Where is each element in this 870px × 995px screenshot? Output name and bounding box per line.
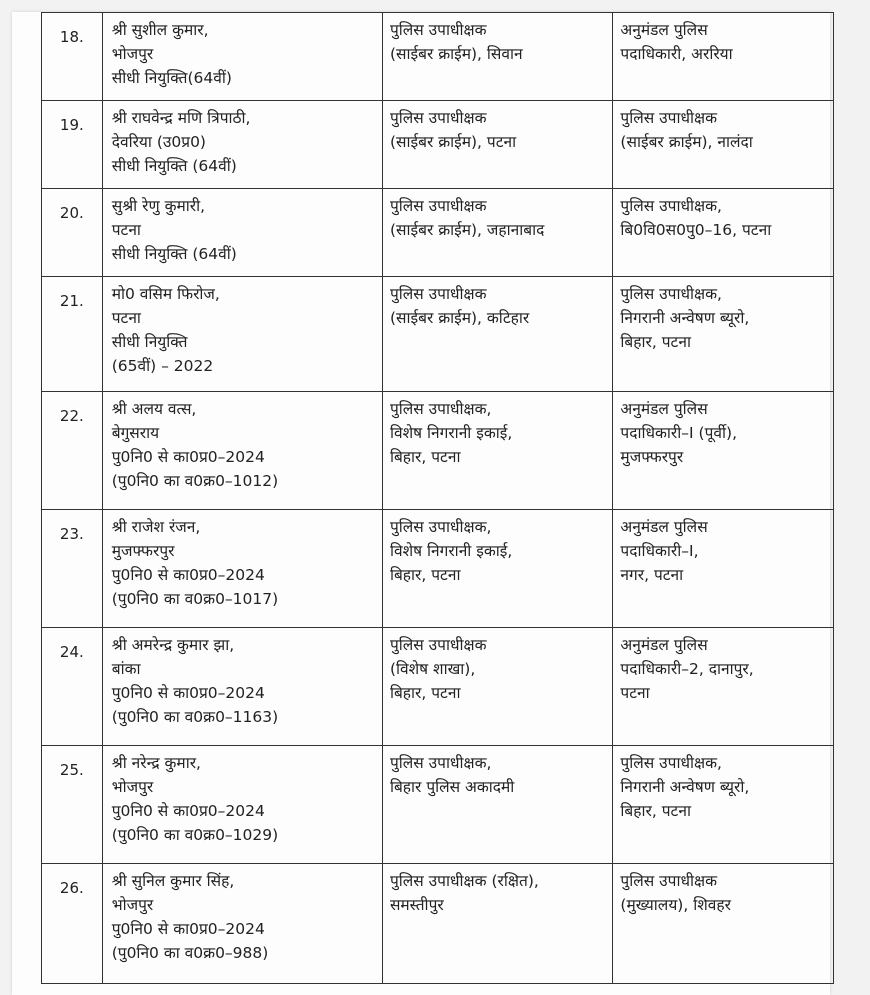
new-posting-line: पुलिस उपाधीक्षक,: [620, 754, 722, 772]
officer-detail-line: श्री राजेश रंजन,: [111, 518, 201, 536]
officer-detail-line: श्री सुनिल कुमार सिंह,: [111, 872, 235, 890]
current-posting-line: (साईबर क्राईम), कटिहार: [389, 309, 530, 327]
current-posting-cell: [382, 864, 612, 984]
new-posting-cell: [613, 510, 834, 628]
serial-number: 19.: [42, 101, 103, 189]
officer-name-cell: [102, 864, 382, 984]
current-posting-cell: [382, 13, 612, 101]
officer-detail-line: सुश्री रेणु कुमारी,: [111, 197, 206, 215]
serial-number: 23.: [42, 510, 103, 628]
new-posting-line: पदाधिकारी–I,: [620, 542, 699, 560]
current-posting-line: पुलिस उपाधीक्षक: [389, 285, 487, 303]
current-posting-line: पुलिस उपाधीक्षक: [389, 109, 487, 127]
new-posting-line: पुलिस उपाधीक्षक: [620, 872, 718, 890]
officer-detail-line: मुजफ्फरपुर: [111, 542, 175, 560]
officer-detail-line: श्री अलय वत्स,: [111, 400, 197, 418]
officer-detail-line: सीधी नियुक्ति (64वीं): [111, 245, 237, 263]
serial-number: 21.: [42, 277, 103, 392]
new-posting-cell: [613, 101, 834, 189]
table-row: [42, 392, 834, 510]
new-posting-line: पटना: [620, 684, 650, 702]
serial-number: 20.: [42, 189, 103, 277]
table-row: [42, 189, 834, 277]
current-posting-line: पुलिस उपाधीक्षक,: [389, 518, 492, 536]
current-posting-cell: [382, 392, 612, 510]
current-posting-cell: [382, 277, 612, 392]
new-posting-line: (मुख्यालय), शिवहर: [620, 896, 731, 914]
table-row: [42, 101, 834, 189]
serial-number: 24.: [42, 628, 103, 746]
officer-name-cell: [102, 392, 382, 510]
current-posting-line: बिहार, पटना: [389, 684, 461, 702]
officer-detail-line: पु0नि0 से का0प्र0–2024: [111, 802, 265, 820]
officer-name-cell: [102, 746, 382, 864]
current-posting-line: पुलिस उपाधीक्षक: [389, 636, 487, 654]
new-posting-line: अनुमंडल पुलिस: [620, 400, 708, 418]
current-posting-line: बिहार पुलिस अकादमी: [389, 778, 515, 796]
current-posting-cell: [382, 101, 612, 189]
new-posting-line: अनुमंडल पुलिस: [620, 21, 708, 39]
new-posting-line: बि0वि0स0पु0–16, पटना: [620, 221, 772, 239]
officer-detail-line: पटना: [111, 309, 141, 327]
officer-detail-line: पु0नि0 से का0प्र0–2024: [111, 566, 265, 584]
table-row: [42, 277, 834, 392]
current-posting-line: समस्तीपुर: [389, 896, 444, 914]
current-posting-line: (विशेष शाखा),: [389, 660, 476, 678]
serial-number: 26.: [42, 864, 103, 984]
officer-detail-line: भोजपुर: [111, 896, 154, 914]
officer-detail-line: देवरिया (उ0प्र0): [111, 133, 206, 151]
new-posting-line: पदाधिकारी, अररिया: [620, 45, 733, 63]
current-posting-line: विशेष निगरानी इकाई,: [389, 424, 513, 442]
new-posting-cell: [613, 864, 834, 984]
table-row: [42, 864, 834, 984]
officer-detail-line: पु0नि0 से का0प्र0–2024: [111, 448, 265, 466]
serial-number: 22.: [42, 392, 103, 510]
officer-detail-line: भोजपुर: [111, 778, 154, 796]
officer-detail-line: (पु0नि0 का व0क्र0–988): [111, 944, 269, 962]
officer-detail-line: भोजपुर: [111, 45, 154, 63]
officer-detail-line: सीधी नियुक्ति: [111, 333, 188, 351]
officer-detail-line: श्री राघवेन्द्र मणि त्रिपाठी,: [111, 109, 251, 127]
new-posting-line: अनुमंडल पुलिस: [620, 518, 708, 536]
serial-number: 25.: [42, 746, 103, 864]
officer-detail-line: श्री अमरेन्द्र कुमार झा,: [111, 636, 235, 654]
table-row: [42, 13, 834, 101]
new-posting-line: पुलिस उपाधीक्षक,: [620, 197, 722, 215]
officer-name-cell: [102, 277, 382, 392]
officer-name-cell: [102, 510, 382, 628]
new-posting-line: पदाधिकारी–I (पूर्वी),: [620, 424, 737, 442]
transfer-table-body: [42, 13, 834, 984]
table-row: [42, 628, 834, 746]
officer-detail-line: (65वीं) – 2022: [111, 357, 214, 375]
new-posting-line: पदाधिकारी–2, दानापुर,: [620, 660, 754, 678]
officer-detail-line: (पु0नि0 का व0क्र0–1163): [111, 708, 279, 726]
current-posting-cell: [382, 510, 612, 628]
current-posting-line: (साईबर क्राईम), जहानाबाद: [389, 221, 545, 239]
new-posting-line: मुजफ्फरपुर: [620, 448, 684, 466]
new-posting-cell: [613, 277, 834, 392]
new-posting-cell: [613, 628, 834, 746]
transfer-table: [41, 12, 834, 984]
current-posting-cell: [382, 189, 612, 277]
new-posting-cell: [613, 13, 834, 101]
officer-name-cell: [102, 13, 382, 101]
new-posting-line: नगर, पटना: [620, 566, 684, 584]
officer-name-cell: [102, 101, 382, 189]
officer-detail-line: पु0नि0 से का0प्र0–2024: [111, 684, 265, 702]
current-posting-cell: [382, 628, 612, 746]
new-posting-line: अनुमंडल पुलिस: [620, 636, 708, 654]
current-posting-line: (साईबर क्राईम), पटना: [389, 133, 517, 151]
new-posting-line: निगरानी अन्वेषण ब्यूरो,: [620, 778, 750, 796]
current-posting-line: पुलिस उपाधीक्षक: [389, 21, 487, 39]
current-posting-line: (साईबर क्राईम), सिवान: [389, 45, 523, 63]
new-posting-line: बिहार, पटना: [620, 802, 691, 820]
officer-detail-line: सीधी नियुक्ति (64वीं): [111, 157, 237, 175]
officer-detail-line: पु0नि0 से का0प्र0–2024: [111, 920, 265, 938]
officer-detail-line: (पु0नि0 का व0क्र0–1029): [111, 826, 279, 844]
document-page: [12, 12, 830, 995]
serial-number: 18.: [42, 13, 103, 101]
new-posting-line: पुलिस उपाधीक्षक,: [620, 285, 722, 303]
current-posting-line: बिहार, पटना: [389, 566, 461, 584]
new-posting-cell: [613, 189, 834, 277]
new-posting-cell: [613, 392, 834, 510]
officer-detail-line: (पु0नि0 का व0क्र0–1017): [111, 590, 279, 608]
officer-detail-line: बेगुसराय: [111, 424, 160, 442]
officer-detail-line: पटना: [111, 221, 141, 239]
officer-detail-line: श्री नरेन्द्र कुमार,: [111, 754, 201, 772]
table-row: [42, 510, 834, 628]
officer-detail-line: मो0 वसिम फिरोज,: [111, 285, 220, 303]
current-posting-line: पुलिस उपाधीक्षक (रक्षित),: [389, 872, 539, 890]
new-posting-line: पुलिस उपाधीक्षक: [620, 109, 718, 127]
new-posting-line: निगरानी अन्वेषण ब्यूरो,: [620, 309, 750, 327]
current-posting-cell: [382, 746, 612, 864]
new-posting-cell: [613, 746, 834, 864]
new-posting-line: (साईबर क्राईम), नालंदा: [620, 133, 753, 151]
table-row: [42, 746, 834, 864]
current-posting-line: बिहार, पटना: [389, 448, 461, 466]
officer-name-cell: [102, 628, 382, 746]
officer-detail-line: बांका: [111, 660, 141, 678]
current-posting-line: विशेष निगरानी इकाई,: [389, 542, 513, 560]
current-posting-line: पुलिस उपाधीक्षक: [389, 197, 487, 215]
current-posting-line: पुलिस उपाधीक्षक,: [389, 400, 492, 418]
officer-detail-line: श्री सुशील कुमार,: [111, 21, 209, 39]
officer-detail-line: सीधी नियुक्ति(64वीं): [111, 69, 232, 87]
officer-detail-line: (पु0नि0 का व0क्र0–1012): [111, 472, 279, 490]
new-posting-line: बिहार, पटना: [620, 333, 691, 351]
current-posting-line: पुलिस उपाधीक्षक,: [389, 754, 492, 772]
officer-name-cell: [102, 189, 382, 277]
